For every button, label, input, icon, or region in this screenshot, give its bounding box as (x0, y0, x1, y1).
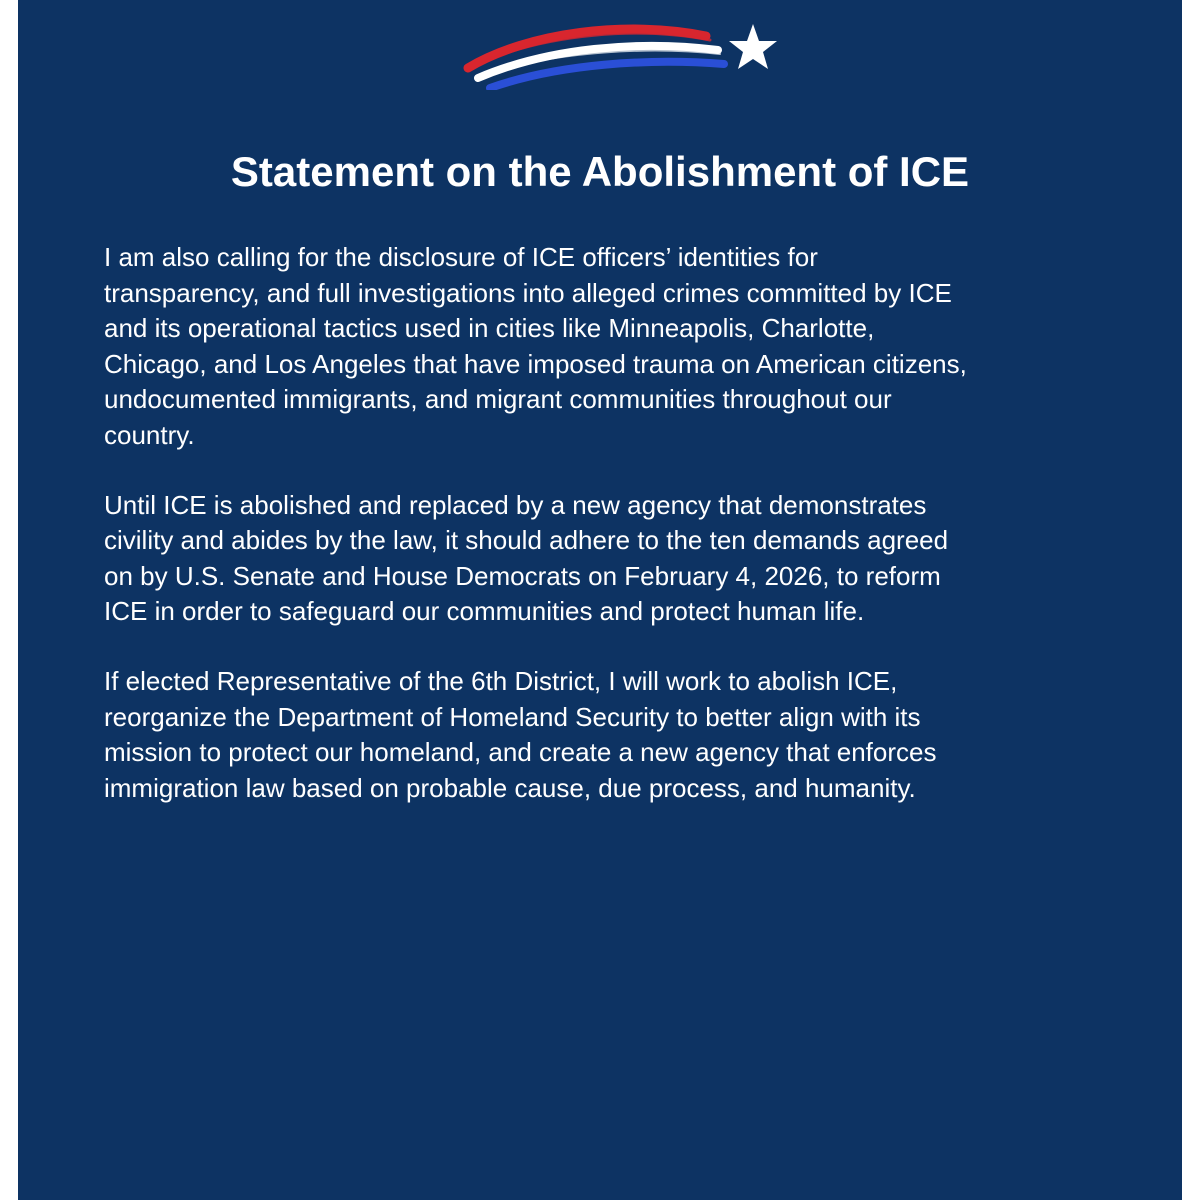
paragraph-1 (104, 240, 1114, 454)
statement-body (104, 240, 1114, 840)
star-swoosh-logo-icon (448, 10, 788, 90)
paragraph-line: reorganize the Department of Homeland Security to better align with its (104, 701, 921, 732)
paragraph-line: transparency, and full investigations into alleged crimes committed by ICE (104, 277, 952, 308)
paragraph-line: Until ICE is abolished and replaced by a new agency that demonstrates (104, 489, 927, 520)
paragraph-3 (104, 664, 1114, 806)
paragraph-2 (104, 488, 1114, 630)
page-title: Statement on the Abolishment of ICE (230, 148, 970, 195)
paragraph-line: immigration law based on probable cause, due process, and humanity. (104, 772, 916, 803)
paragraph-line: I am also calling for the disclosure of ICE officers’ identities for (104, 242, 818, 272)
paragraph-line: and its operational tactics used in cities like Minneapolis, Charlotte, (104, 313, 875, 344)
paragraph-line: Chicago, and Los Angeles that have imposed trauma on American citizens, (104, 348, 967, 379)
statement-panel (18, 0, 1182, 1200)
star-shape (729, 24, 777, 69)
paragraph-line: on by U.S. Senate and House Democrats on February 4, 2026, to reform (104, 560, 941, 591)
paragraph-line: civility and abides by the law, it should adhere to the ten demands agreed (104, 525, 949, 556)
paragraph-line: mission to protect our homeland, and create a new agency that enforces (104, 737, 937, 768)
paragraph-line: ICE in order to safeguard our communities and protect human life. (104, 596, 865, 627)
paragraph-line: undocumented immigrants, and migrant communities throughout our (104, 384, 892, 415)
paragraph-line: country. (104, 419, 195, 450)
paragraph-line: If elected Representative of the 6th District, I will work to abolish ICE, (104, 665, 898, 696)
